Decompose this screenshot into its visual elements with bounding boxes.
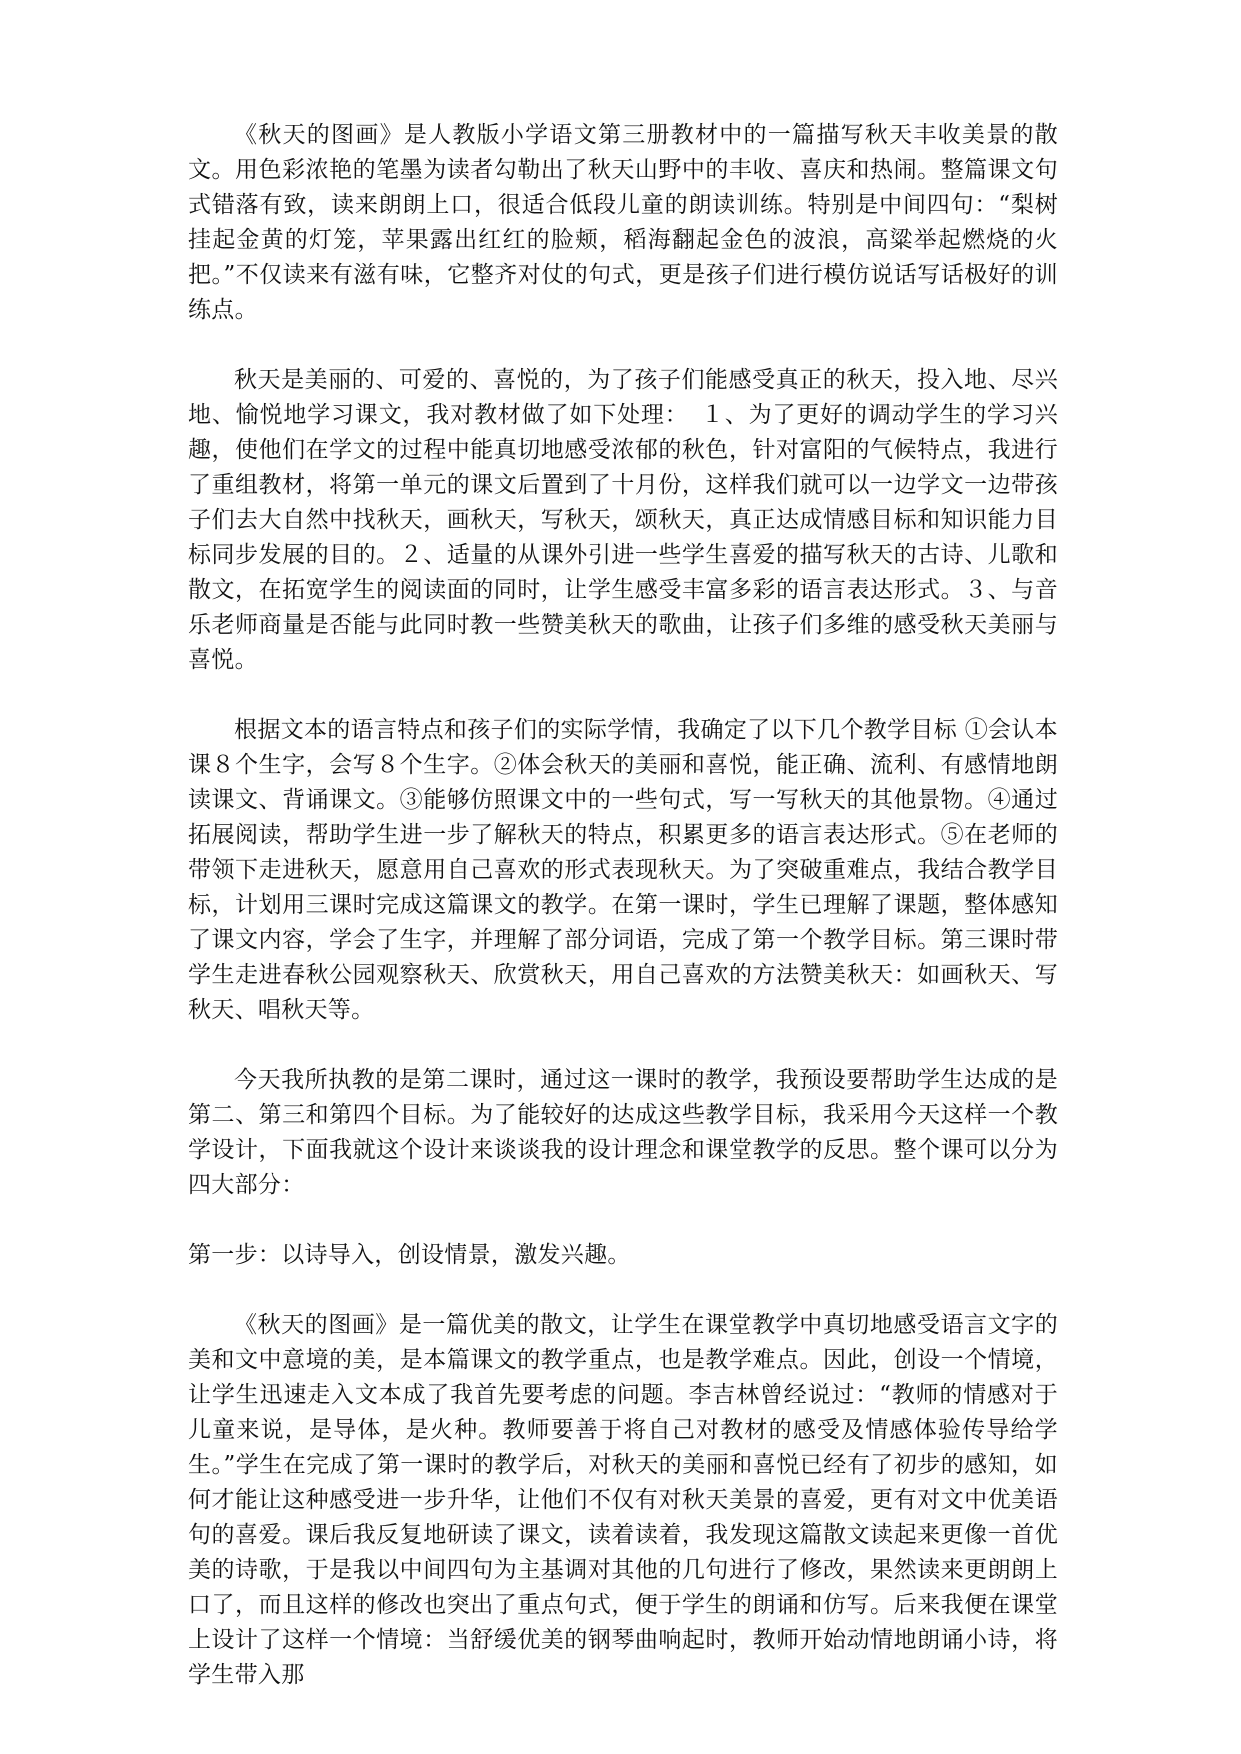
paragraph-second-lesson: 今天我所执教的是第二课时，通过这一课时的教学，我预设要帮助学生达成的是第二、第三和第四个目标。为了能较好的达成这些教学目标，我采用今天这样一个教学设计，下面我就这个设计来谈谈我的设计理念和课堂教学的反思。整个课可以分为四大部分： — [188, 1067, 1058, 1198]
paragraph-material-handling: 秋天是美丽的、可爱的、喜悦的，为了孩子们能感受真正的秋天，投入地、尽兴地、愉悦地学习课文，我对教材做了如下处理： １、为了更好的调动学生的学习兴趣，使他们在学文的过程中能真切地感受浓郁的秋色，针对富阳的气候特点，我进行了重组教材，将第一单元的课文后置到了十月份，这样我们就可以一边学文一边带孩子们去大自然中找秋天，画秋天，写秋天，颂秋天，真正达成情感目标和知识能力目标同步发展的目的。２、适量的从课外引进一些学生喜爱的描写秋天的古诗、儿歌和散文，在拓宽学生的阅读面的同时，让学生感受丰富多彩的语言表达形式。３、与音乐老师商量是否能与此同时教一些赞美秋天的歌曲，让孩子们多维的感受秋天美丽与喜悦。 — [188, 367, 1058, 673]
paragraph-poem-introduction: 《秋天的图画》是一篇优美的散文，让学生在课堂教学中真切地感受语言文字的美和文中意境的美，是本篇课文的教学重点，也是教学难点。因此，创设一个情境，让学生迅速走入文本成了我首先要考虑的问题。李吉林曾经说过：“教师的情感对于儿童来说，是导体，是火种。教师要善于将自己对教材的感受及情感体验传导给学生。”学生在完成了第一课时的教学后，对秋天的美丽和喜悦已经有了初步的感知，如何才能让这种感受进一步升华，让他们不仅有对秋天美景的喜爱，更有对文中优美语句的喜爱。课后我反复地研读了课文，读着读着，我发现这篇散文读起来更像一首优美的诗歌，于是我以中间四句为主基调对其他的几句进行了修改，果然读来更朗朗上口了，而且这样的修改也突出了重点句式，便于学生的朗诵和仿写。后来我便在课堂上设计了这样一个情境：当舒缓优美的钢琴曲响起时，教师开始动情地朗诵小诗，将学生带入那 — [188, 1312, 1058, 1688]
document-page — [188, 118, 1058, 1728]
paragraph-intro: 《秋天的图画》是人教版小学语文第三册教材中的一篇描写秋天丰收美景的散文。用色彩浓艳的笔墨为读者勾勒出了秋天山野中的丰收、喜庆和热闹。整篇课文句式错落有致，读来朗朗上口，很适合低段儿童的朗读训练。特别是中间四句：“梨树挂起金黄的灯笼，苹果露出红红的脸颊，稻海翻起金色的波浪，高粱举起燃烧的火把。”不仅读来有滋有味，它整齐对仗的句式，更是孩子们进行模仿说话写话极好的训练点。 — [188, 122, 1058, 323]
section-heading-step-one: 第一步：以诗导入，创设情景，激发兴趣。 — [188, 1242, 631, 1268]
paragraph-teaching-goals: 根据文本的语言特点和孩子们的实际学情，我确定了以下几个教学目标 ①会认本课８个生字，会写８个生字。②体会秋天的美丽和喜悦，能正确、流利、有感情地朗读课文、背诵课文。③能够仿照课文中的一些句式，写一写秋天的其他景物。④通过拓展阅读，帮助学生进一步了解秋天的特点，积累更多的语言表达形式。⑤在老师的带领下走进秋天，愿意用自己喜欢的形式表现秋天。为了突破重难点，我结合教学目标，计划用三课时完成这篇课文的教学。在第一课时，学生已理解了课题，整体感知了课文内容，学会了生字，并理解了部分词语，完成了第一个教学目标。第三课时带学生走进春秋公园观察秋天、欣赏秋天，用自己喜欢的方法赞美秋天：如画秋天、写秋天、唱秋天等。 — [188, 717, 1058, 1023]
